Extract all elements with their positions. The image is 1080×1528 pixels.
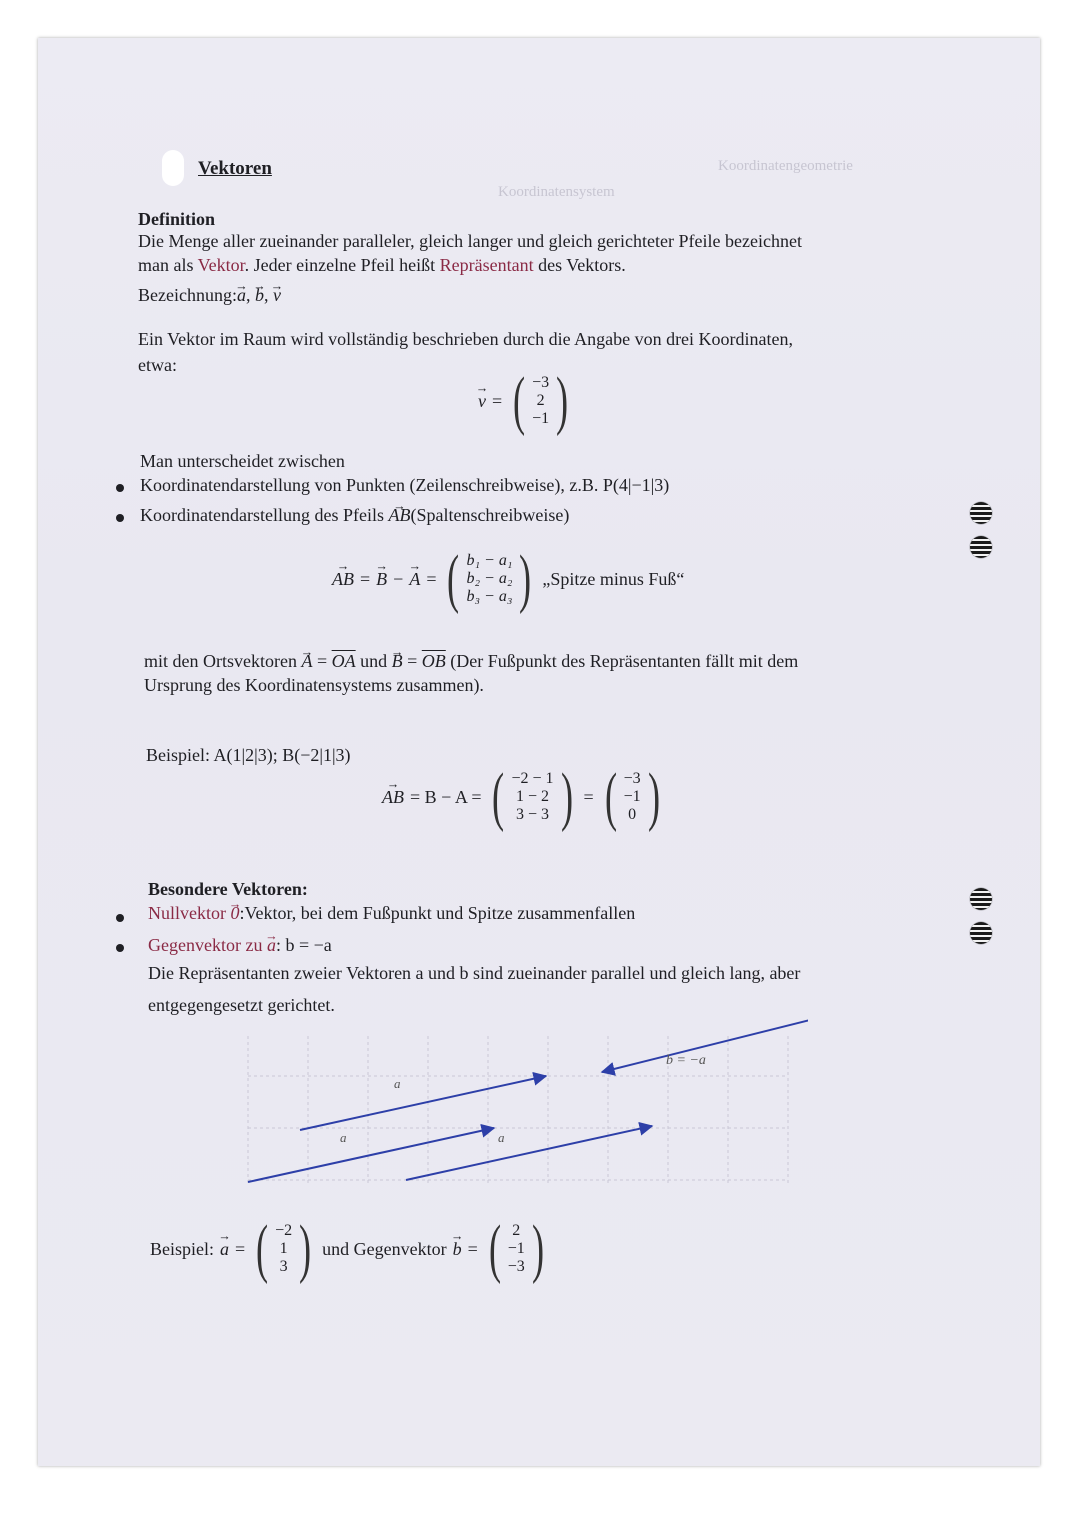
vector-entries — [509, 770, 555, 824]
vector-diagram — [228, 1018, 808, 1198]
var-a: → a — [237, 282, 246, 308]
bullet — [116, 944, 124, 952]
vector-b: → b — [453, 1239, 462, 1260]
var-v: → v — [478, 391, 486, 412]
vector-entries — [464, 552, 514, 606]
entry: 1 — [279, 1240, 288, 1257]
entry: 3 − 3 — [515, 806, 549, 823]
entry: −1 — [532, 410, 550, 427]
punch-hole — [970, 888, 992, 910]
bullet — [116, 484, 124, 492]
bullet — [116, 914, 124, 922]
vector-oa: $\overline{OA}$ — [331, 651, 356, 671]
entry: 3 — [279, 1258, 288, 1275]
definition-line2 — [138, 252, 626, 278]
equals-sign: = — [360, 568, 371, 589]
term-repraesentant: Repräsentant — [439, 255, 534, 275]
left-paren: ( — [604, 760, 617, 833]
special-desc1: Die Repräsentanten zweier Vektoren a und b sind zueinander parallel und gleich lang, aber — [148, 963, 801, 983]
ghost-text: Koordinatensystem — [498, 184, 615, 200]
label-a: a — [498, 1130, 505, 1145]
bullet — [116, 514, 124, 522]
entry: −1 — [507, 1240, 525, 1257]
vector-b: → B — [392, 648, 403, 674]
column-vector — [508, 364, 573, 437]
vector-ab: → AB — [388, 502, 410, 528]
vector-zero: → 0 — [231, 900, 240, 926]
text-fragment: (Spaltenschreibweise) — [410, 505, 570, 525]
definition-line1: Die Menge aller zueinander paralleler, gleich langer und gleich gerichteter Pfeile bezeichnet — [138, 231, 802, 251]
formula-rhs: = B − A = — [410, 786, 482, 807]
ab-formula — [332, 542, 685, 615]
special-desc2: entgegengesetzt gerichtet. — [148, 995, 335, 1015]
gegenvektor-line — [148, 932, 332, 958]
label-a: a — [340, 1130, 347, 1145]
punch-hole — [970, 536, 992, 558]
arrow-a-upper — [300, 1076, 546, 1130]
distinction-bullet1: Koordinatendarstellung von Punkten (Zeilenschreibweise), z.B. P(4|−1|3) — [140, 475, 670, 495]
example2-label: Beispiel: — [150, 1238, 214, 1259]
column-vector — [484, 1212, 549, 1285]
ghost-text: Koordinatengeometrie — [718, 158, 853, 174]
entry: 1 − 2 — [515, 788, 549, 805]
right-paren: ) — [519, 542, 532, 615]
right-paren: ) — [531, 1212, 544, 1285]
special-heading: Besondere Vektoren: — [148, 879, 308, 899]
right-paren: ) — [647, 760, 660, 833]
entry: −2 − 1 — [511, 770, 554, 787]
left-paren: ( — [447, 542, 460, 615]
entry: b₃ − a₃ — [466, 588, 513, 605]
var-b: → b — [255, 282, 264, 308]
vector-ab: → AB — [382, 787, 404, 808]
equals-sign: = — [467, 1238, 478, 1259]
text-fragment: = — [312, 651, 332, 671]
label-a: a — [394, 1076, 401, 1091]
column-vector — [600, 760, 665, 833]
designation-label: Bezeichnung: — [138, 285, 237, 305]
text-fragment: . Jeder einzelne Pfeil heißt — [244, 255, 440, 275]
distinction-bullet2 — [140, 502, 569, 528]
equals-sign: = — [235, 1238, 246, 1259]
entry: 0 — [628, 806, 637, 823]
vector-ab: → AB — [332, 569, 354, 590]
gegen-relation: : b = −a — [275, 935, 332, 955]
vector-entries — [530, 374, 551, 428]
var-v: → v — [273, 282, 281, 308]
space-line1: Ein Vektor im Raum wird vollständig beschrieben durch die Angabe von drei Koordinaten, — [138, 329, 794, 349]
punch-hole — [970, 502, 992, 524]
vector-a: → a — [267, 932, 276, 958]
arrow-a-lower-right — [406, 1126, 652, 1180]
term-nullvektor: Nullvektor — [148, 903, 231, 923]
hole-mark — [162, 150, 184, 186]
entry: −3 — [623, 770, 641, 787]
left-paren: ( — [513, 364, 526, 437]
column-vector — [487, 760, 577, 833]
entry: −1 — [623, 788, 641, 805]
left-paren: ( — [256, 1212, 269, 1285]
label-b: b = −a — [666, 1053, 706, 1068]
equals-sign: = — [426, 568, 437, 589]
example2-formula — [150, 1212, 549, 1285]
entry: 2 — [512, 1222, 521, 1239]
left-paren: ( — [492, 760, 505, 833]
ortsvektoren-line1 — [144, 648, 798, 674]
right-paren: ) — [560, 760, 573, 833]
equals-sign: = — [492, 390, 503, 411]
arrow-a-lower-left — [248, 1128, 494, 1182]
text-fragment: mit den Ortsvektoren — [144, 651, 302, 671]
nullvektor-line — [148, 900, 635, 926]
vector-ob: $\overline{OB}$ — [421, 651, 446, 671]
punch-hole — [970, 922, 992, 944]
equals-sign: = — [583, 786, 594, 807]
grid — [248, 1036, 788, 1183]
vector-a: → a — [220, 1239, 229, 1260]
right-paren: ) — [556, 364, 569, 437]
minus-sign: − — [393, 568, 404, 589]
entry: b₂ − a₂ — [466, 570, 513, 587]
text-fragment: man als — [138, 255, 198, 275]
paper-sheet — [38, 38, 1040, 1466]
entry: 2 — [536, 392, 545, 409]
left-paren: ( — [488, 1212, 501, 1285]
space-line2: etwa: — [138, 355, 177, 375]
column-vector — [251, 1212, 316, 1285]
entry: −3 — [532, 374, 550, 391]
designation-line: Bezeichnung:→ a, → b, → v — [138, 282, 281, 308]
text-fragment: = — [402, 651, 422, 671]
column-vector — [442, 542, 536, 615]
example-vector-v — [478, 364, 573, 437]
vector-entries — [506, 1222, 527, 1276]
text-fragment: des Vektors. — [533, 255, 626, 275]
example1-formula — [382, 760, 665, 833]
formula-note: „Spitze minus Fuß“ — [542, 568, 685, 589]
vector-b: → B — [376, 569, 387, 590]
term-vektor: Vektor — [197, 255, 245, 275]
vector-a: → A — [301, 648, 312, 674]
ortsvektoren-line2: Ursprung des Koordinatensystems zusammen). — [144, 675, 484, 695]
text-fragment: :Vektor, bei dem Fußpunkt und Spitze zusammenfallen — [239, 903, 636, 923]
example2-middle: und Gegenvektor — [322, 1238, 447, 1259]
entry: −2 — [275, 1222, 293, 1239]
vector-a: → A — [409, 569, 420, 590]
text-fragment: (Der Fußpunkt des Repräsentanten fällt mit dem — [445, 651, 799, 671]
distinction-intro: Man unterscheidet zwischen — [140, 451, 345, 471]
entry: b₁ − a₁ — [466, 552, 513, 569]
example1-label: Beispiel: A(1|2|3); B(−2|1|3) — [146, 745, 351, 765]
page-title: Vektoren — [198, 158, 272, 179]
vector-entries — [622, 770, 643, 824]
right-paren: ) — [299, 1212, 312, 1285]
definition-heading: Definition — [138, 209, 216, 229]
term-gegenvektor: Gegenvektor zu — [148, 935, 267, 955]
text-fragment: Koordinatendarstellung des Pfeils — [140, 505, 389, 525]
text-fragment: und — [355, 651, 392, 671]
vector-entries — [273, 1222, 294, 1276]
entry: −3 — [507, 1258, 525, 1275]
